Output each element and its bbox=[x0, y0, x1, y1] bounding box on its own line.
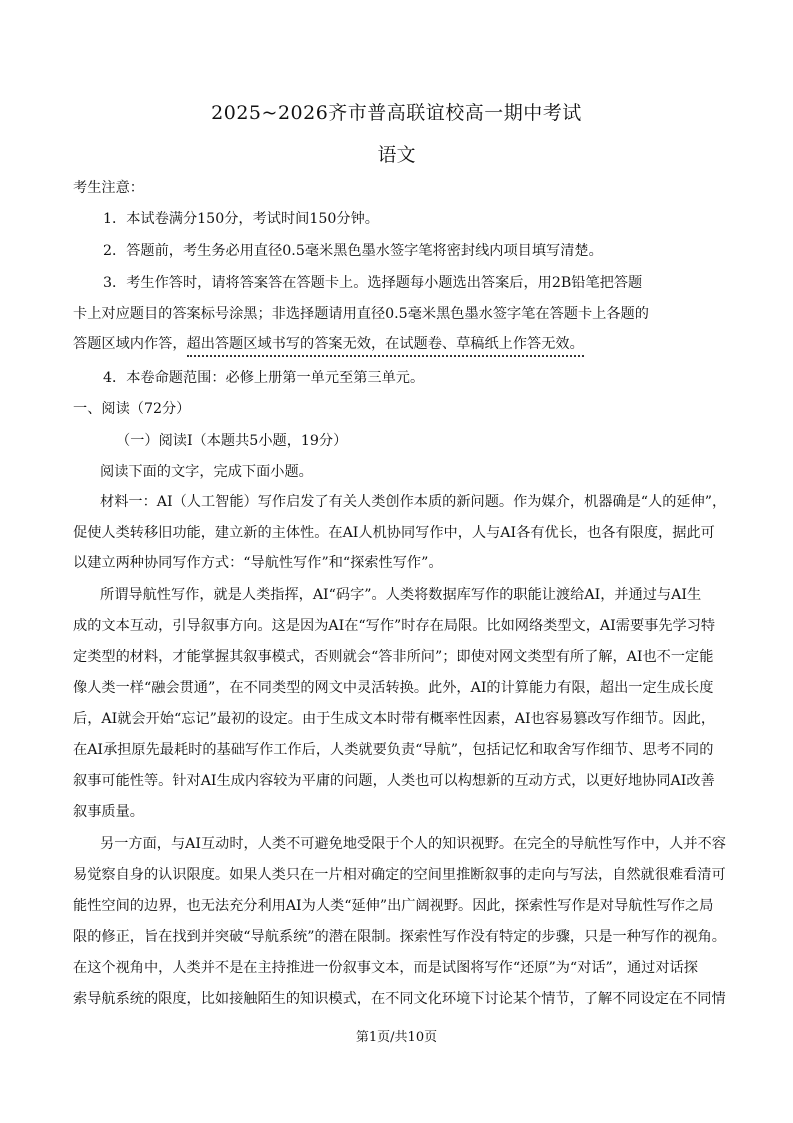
notice-item-3-line-1: 3．考生作答时，请将答案答在答题卡上。选择题每小题选出答案后，用2B铅笔把答题 bbox=[103, 275, 643, 291]
passage-line: 像人类一样“融会贯通”，在不同类型的网文中灵活转换。此外，AI的计算能力有限，超出一定生成长度 bbox=[73, 680, 714, 696]
notice-item-3-line-2: 卡上对应题目的答案标号涂黑；非选择题请用直径0.5毫米黑色墨水签字笔在答题卡上各题的 bbox=[73, 306, 649, 322]
passage-line: 后，AI就会开始“忘记”最初的设定。由于生成文本时带有概率性因素，AI也容易篡改写作细节。因此， bbox=[73, 711, 716, 727]
passage-line: 成的文本互动，引导叙事方向。这是因为AI在“写作”时存在局限。比如网络类型文，AI需要事先学习特 bbox=[73, 618, 716, 634]
subject-title: 语文 bbox=[377, 144, 416, 166]
notice-heading: 考生注意： bbox=[73, 180, 144, 196]
notice-item-3-emphasis: 超出答题区域书写的答案无效，在试题卷、草稿纸上作答无效。 bbox=[187, 336, 584, 357]
reading-instruction: 阅读下面的文字，完成下面小题。 bbox=[100, 464, 313, 480]
passage-line: 以建立两种协同写作方式：“导航性写作”和“探索性写作”。 bbox=[73, 555, 443, 571]
passage-line: 叙事可能性等。针对AI生成内容较为平庸的问题，人类也可以构想新的互动方式，以更好地协同AI改善 bbox=[73, 773, 715, 789]
passage-line: 易觉察自身的认识限度。如果人类只在一片相对确定的空间里推断叙事的走向与写法，自然就很难看清可 bbox=[73, 867, 726, 883]
passage-line: 所谓导航性写作，就是人类指挥，AI“码字”。人类将数据库写作的职能让渡给AI，并通过与AI生 bbox=[100, 587, 702, 603]
passage-line: 在AI承担原先最耗时的基础写作工作后，人类就要负责“导航”，包括记忆和取舍写作细节、思考不同的 bbox=[73, 742, 714, 758]
passage-line: 材料一：AI（人工智能）写作启发了有关人类创作本质的新问题。作为媒介，机器确是“人的延伸”， bbox=[100, 494, 727, 510]
notice-item-2: 2．答题前，考生务必用直径0.5毫米黑色墨水签字笔将密封线内项目填写清楚。 bbox=[103, 243, 603, 259]
passage-line: 能性空间的边界，也无法充分利用AI为人类“延伸”出广阔视野。因此，探索性写作是对导航性写作之局 bbox=[73, 898, 714, 914]
passage-line: 叙事质量。 bbox=[73, 804, 144, 820]
notice-item-1: 1．本试卷满分150分，考试时间150分钟。 bbox=[103, 211, 379, 227]
notice-item-3-line-3 bbox=[73, 334, 723, 354]
passage-line: 索导航系统的限度，比如接触陌生的知识模式，在不同文化环境下讨论某个情节，了解不同设定在不同情 bbox=[73, 991, 726, 1007]
section-subheading: （一）阅读I（本题共5小题，19分） bbox=[116, 433, 348, 449]
passage-line: 促使人类转移旧功能，建立新的主体性。在AI人机协同写作中，人与AI各有优长，也各有限度，据此可 bbox=[73, 525, 715, 541]
passage-line: 限的修正，旨在找到并突破“导航系统”的潜在限制。探索性写作没有特定的步骤，只是一种写作的视角。 bbox=[73, 929, 726, 945]
page-footer: 第1页/共10页 bbox=[355, 1030, 438, 1045]
passage-line: 在这个视角中，人类并不是在主持推进一份叙事文本，而是试图将写作“还原”为“对话”，通过对话探 bbox=[73, 960, 698, 976]
exam-title: 2025~2026齐市普高联谊校高一期中考试 bbox=[211, 102, 582, 124]
notice-item-4: 4．本卷命题范围：必修上册第一单元至第三单元。 bbox=[103, 370, 425, 386]
passage-line: 另一方面，与AI互动时，人类不可避免地受限于个人的知识视野。在完全的导航性写作中，人并不容 bbox=[100, 836, 726, 852]
notice-item-3-plain: 答题区域内作答， bbox=[73, 336, 187, 352]
passage-line: 定类型的材料，才能掌握其叙事模式，否则就会“答非所问”；即使对网文类型有所了解，AI也不一定能 bbox=[73, 649, 714, 665]
section-heading: 一、阅读（72分） bbox=[73, 401, 191, 417]
